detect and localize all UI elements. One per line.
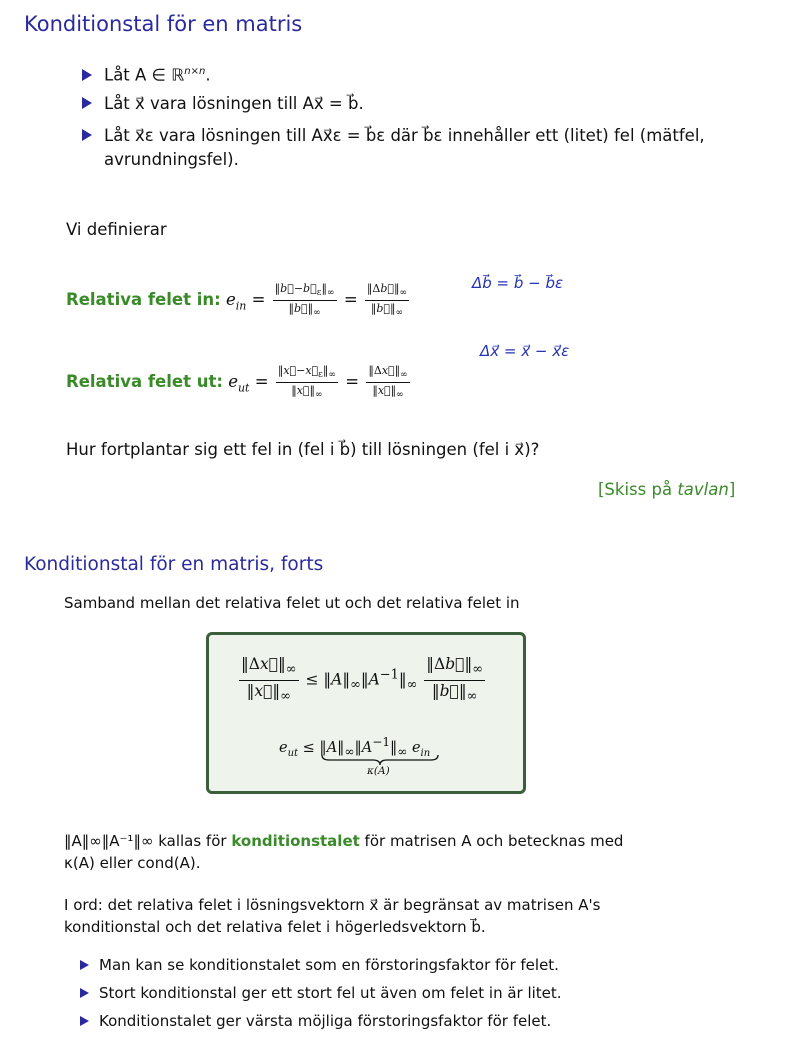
bullet-arrow-icon — [82, 97, 92, 109]
bullet-arrow-icon — [82, 69, 92, 81]
slide2-bullet-2: Stort konditionstal ger ett stort fel ut även om felet in är litet. — [80, 982, 562, 1004]
bullet-arrow-icon — [80, 1016, 89, 1026]
bullet-arrow-icon — [82, 129, 92, 141]
slide2-intro: Samband mellan det relativa felet ut och det relativa felet in — [64, 594, 520, 612]
bullet-3: Låt x⃗ε vara lösningen till Ax⃗ε = b⃗ε där b⃗ε innehåller ett (litet) fel (mätfel, — [82, 124, 772, 148]
question-text: Hur fortplantar sig ett fel in (fel i b⃗) till lösningen (fel i x⃗)? — [66, 440, 540, 459]
bullet-arrow-icon — [80, 960, 89, 970]
sketch-reference: [Skiss på tavlan] — [598, 480, 736, 499]
rel-in-frac-1: $\frac{‖b⃗-b⃗_\varepsilon‖_\infty}{‖b⃗‖_\infty}$ — [274, 282, 335, 319]
rel-in-label: Relativa felet in: — [66, 290, 221, 310]
slide2-bullet-1: Man kan se konditionstalet som en förstoringsfaktor för felet. — [80, 954, 559, 976]
rel-out-frac-1: $\frac{‖x⃗-x⃗_\varepsilon‖_\infty}{‖x⃗‖_\infty}$ — [277, 364, 337, 401]
bullet-arrow-icon — [80, 988, 89, 998]
define-text: Vi definierar — [66, 220, 167, 239]
rel-out-label: Relativa felet ut: — [66, 372, 223, 392]
bullet-3-cont: avrundningsfel). — [104, 150, 239, 169]
handwritten-note-out: Δx⃗ = x⃗ − x⃗ε — [480, 342, 570, 360]
inequality-box — [206, 632, 526, 794]
kappa-label: κ(A) — [367, 765, 390, 777]
handwritten-note-in: Δb⃗ = b⃗ − b⃗ε — [472, 274, 564, 292]
bullet-2: Låt x⃗ vara lösningen till Ax⃗ = b⃗. — [82, 92, 364, 116]
kondition-paragraph: ‖A‖∞‖A⁻¹‖∞ kallas för konditionstalet för matrisen A och betecknas med κ(A) eller cond(A). — [64, 832, 624, 872]
rel-in-row: Relativa felet in: $e_{in}$ = $\frac{‖b⃗-b⃗_\varepsilon‖_\infty}{‖b⃗‖_\infty}$ = $\frac{‖\Delta b⃗‖_\infty}{‖b⃗‖_\infty}$ — [66, 282, 408, 319]
slide2-title: Konditionstal för en matris, forts — [24, 554, 324, 575]
rel-out-frac-2: $\frac{‖\Delta x⃗‖_\infty}{‖x⃗‖_\infty}$ — [368, 364, 408, 401]
slide2-bullet-3: Konditionstalet ger värsta möjliga förstoringsfaktor för felet. — [80, 1010, 551, 1032]
bullet-1: Låt A ∈ ℝ$^{n\times n}$. — [82, 60, 211, 88]
kondition-term: konditionstalet — [231, 832, 360, 850]
inequality-1: $\frac{‖\Delta x⃗‖_\infty}{‖x⃗‖_\infty}$ ≤ $‖A‖_\infty‖A^{-1}‖_\infty$ $\frac{‖\Delta b⃗‖_\infty}{‖b⃗‖_\infty}$ — [241, 655, 483, 705]
rel-in-frac-2: $\frac{‖\Delta b⃗‖_\infty}{‖b⃗‖_\infty}$ — [366, 282, 408, 319]
slide1-title: Konditionstal för en matris — [24, 12, 303, 36]
in-words-paragraph: I ord: det relativa felet i lösningsvektorn x⃗ är begränsat av matrisen A's konditionstal och det relativa felet i högerledsvektorn b⃗. — [64, 896, 601, 936]
inequality-2: $e_{ut}$ ≤ $‖A‖_\infty‖A^{-1}‖_\infty$ $e_{in}$ — [279, 735, 431, 759]
rel-out-row: Relativa felet ut: $e_{ut}$ = $\frac{‖x⃗-x⃗_\varepsilon‖_\infty}{‖x⃗‖_\infty}$ = $\frac{‖\Delta x⃗‖_\infty}{‖x⃗‖_\infty}$ — [66, 364, 408, 401]
